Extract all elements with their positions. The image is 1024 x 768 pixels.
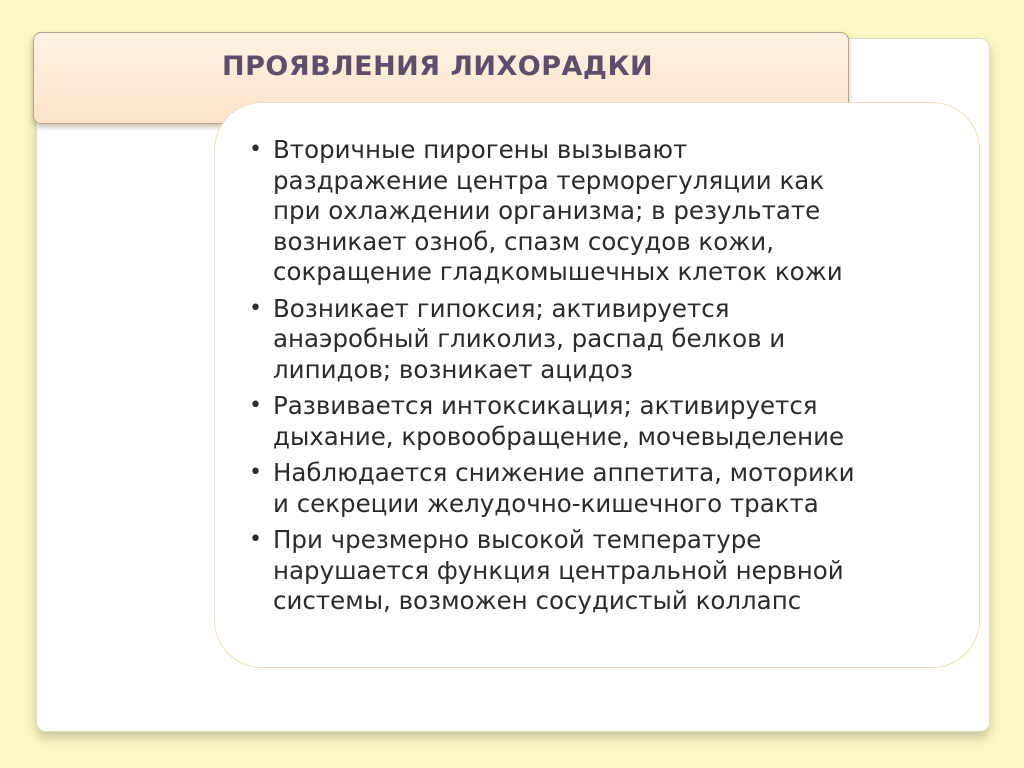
content-box [214,102,980,668]
bullet-line: липидов; возникает ацидоз [273,354,633,384]
bullet-line: возникает озноб, спазм сосудов кожи, [273,226,775,256]
bullet-line: нарушается функция центральной нервной [273,555,844,585]
bullet-line: дыхание, кровообращение, мочевыделение [273,421,845,451]
list-item [249,525,969,617]
bullet-line: Возникает гипоксия; активируется [273,293,730,323]
bullet-line: анаэробный гликолиз, распад белков и [273,324,786,353]
list-item [249,294,969,386]
list-item [249,391,969,452]
bullet-line: сокращение гладкомышечных клеток кожи [273,257,843,286]
bullet-icon: • [249,393,262,418]
list-item [249,458,969,519]
bullet-line: Развивается интоксикация; активируется [273,391,818,420]
bullet-icon: • [249,527,262,552]
bullet-line: системы, возможен сосудистый коллапс [273,586,802,615]
bullet-line: раздражение центра терморегуляции как [273,165,825,195]
bullet-line: Наблюдается снижение аппетита, моторики [273,458,855,487]
list-item [249,135,969,288]
bullet-icon: • [249,137,262,162]
bullet-icon: • [249,295,262,321]
bullet-icon: • [249,460,262,485]
bullet-line: Вторичные пирогены вызывают [273,135,688,164]
bullet-line: При чрезмерно высокой температуре [273,525,762,554]
bullet-list [249,135,969,623]
bullet-line: и секреции желудочно-кишечного тракта [273,488,819,518]
slide-title: ПРОЯВЛЕНИЯ ЛИХОРАДКИ [222,51,654,82]
bullet-line: при охлаждении организма; в результате [273,196,821,225]
